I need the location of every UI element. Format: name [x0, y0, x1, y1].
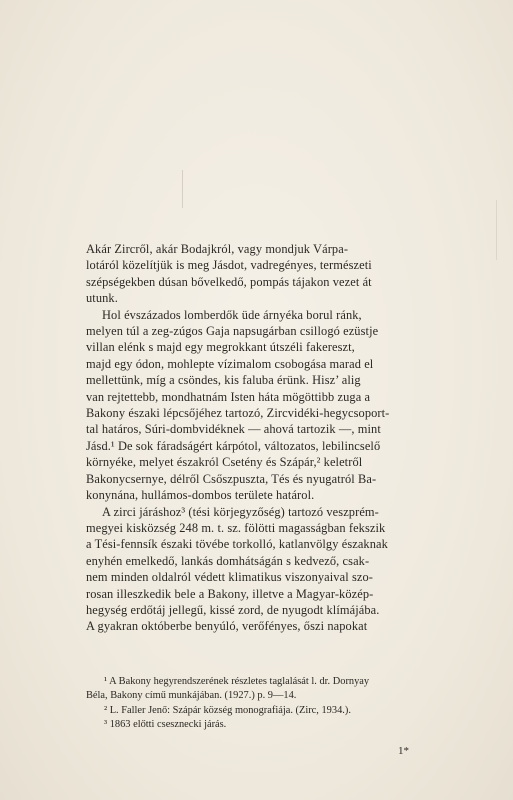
text-line: melyen túl a zeg-zúgos Gaja napsugárban csillogó ezüstje: [86, 324, 379, 339]
paragraph-landscape: [86, 307, 431, 504]
text-line: környéke, melyet északról Csetény és Szápár,² keletről: [86, 455, 363, 470]
text-line: a Tési-fennsík északi tövébe torkolló, katlanvölgy északnak: [86, 537, 388, 552]
text-line: mellettünk, míg a csöndes, kis faluba érünk. Hisz’ alig: [86, 373, 361, 388]
text-line: hegység erdőtáj jellegű, kissé zord, de nyugodt klímájába.: [86, 602, 380, 617]
margin-pencil-mark: [182, 170, 183, 208]
text-line: van rejtettebb, mondhatnám Isten háta mögöttibb zuga a: [86, 389, 371, 404]
text-line: A gyakran októberbe benyúló, verőfényes, őszi napokat: [86, 619, 368, 634]
text-line: tal határos, Súri-dombvidéknek — ahová tartozik —, mint: [86, 422, 381, 437]
text-line: lotáról közelítjük is meg Jásdot, vadregényes, természeti: [86, 258, 372, 273]
margin-pencil-mark: [496, 200, 497, 260]
text-line: szépségekben dúsan bővelkedő, pompás tájakon vezet át: [86, 274, 372, 289]
text-line: A zirci járáshoz³ (tési körjegyzőség) tartozó veszprém-: [102, 504, 379, 519]
text-line: Hol évszázados lomberdők üde árnyéka borul ránk,: [102, 307, 362, 322]
footnote-1: ¹ A Bakony hegyrendszerének részletes taglalását l. dr. Dornyay: [104, 676, 370, 687]
text-line: Jásd.¹ De sok fáradságért kárpótol, változatos, lebilincselő: [86, 438, 381, 453]
footnote-2: ² L. Faller Jenő: Szápár község monografiája. (Zirc, 1934.).: [104, 704, 351, 716]
paragraph-intro: [86, 241, 431, 307]
text-line: nem minden oldalról védett klimatikus viszonyaival szo-: [86, 570, 373, 585]
text-line: megyei kisközség 248 m. t. sz. fölötti magasságban fekszik: [86, 520, 386, 535]
text-line: Akár Zircről, akár Bodajkról, vagy mondjuk Várpa-: [86, 242, 349, 256]
text-line: utunk.: [86, 291, 118, 306]
text-line: majd egy ódon, mohlepte vízimalom csobogása marad el: [86, 356, 374, 371]
text-line: Bakony északi lépcsőjéhez tartozó, Zircvidéki-hegycsoport-: [86, 406, 390, 421]
text-line: enyhén emelkedő, lankás domhátságán s kedvező, csak-: [86, 553, 370, 568]
paragraph-location: [86, 504, 431, 635]
footnote-3: ³ 1863 előtti csesznecki járás.: [104, 718, 227, 730]
main-text: [86, 241, 431, 635]
text-line: villan elénk s majd egy megrokkant útszéli fakereszt,: [86, 340, 355, 355]
printer-signature-mark: 1*: [398, 745, 409, 757]
text-line: rosan illeszkedik bele a Bakony, illetve a Magyar-közép-: [86, 586, 374, 601]
footnote-1-continued: Béla, Bakony című munkájában. (1927.) p. 9—14.: [86, 690, 297, 702]
text-line: Bakonycsernye, délről Csőszpuszta, Tés és nyugatról Ba-: [86, 471, 377, 486]
footnotes: [86, 675, 431, 732]
text-line: konynána, hullámos-dombos területe határol.: [86, 488, 315, 503]
